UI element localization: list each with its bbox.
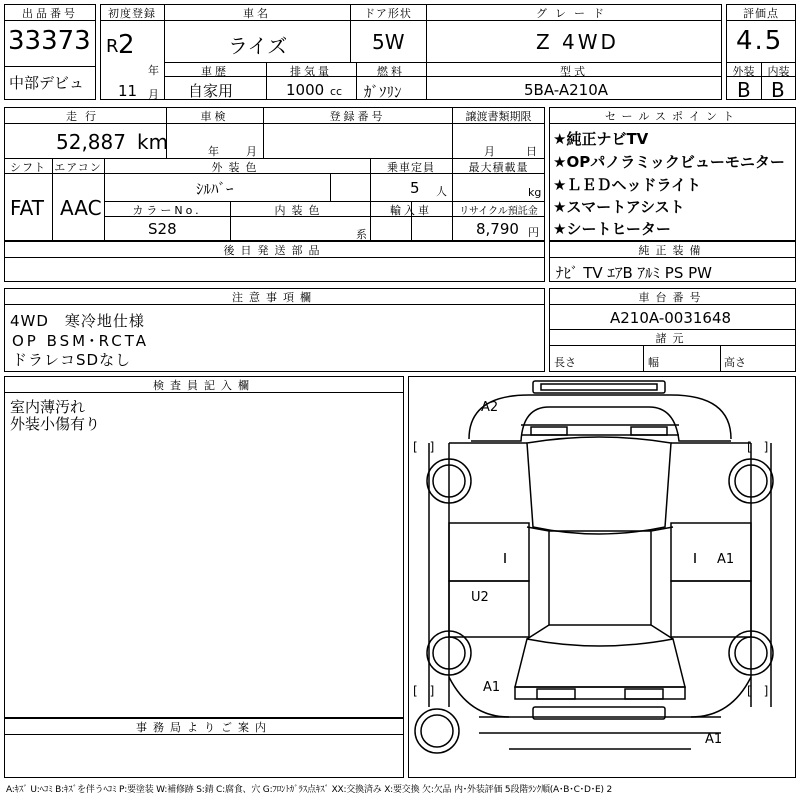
shift-label: シフト <box>10 161 46 174</box>
score: 4.5 <box>736 26 784 56</box>
equipment: ﾅﾋﾞ TV ｴｱB ｱﾙﾐ PS PW <box>556 264 712 282</box>
chassis-label: 車台番号 <box>638 291 707 304</box>
mark-a1-right: A1 <box>717 552 735 567</box>
interior-score: B <box>771 78 785 102</box>
bracket-mark: [ ] <box>413 440 435 454</box>
exterior-score: B <box>737 78 751 102</box>
interior-label: 内装 <box>767 65 790 78</box>
chassis-number: A210A-0031648 <box>610 309 732 327</box>
model-label: 型式 <box>560 65 588 78</box>
exterior-label: 外装 <box>732 65 755 78</box>
inspector-label: 検査員記入欄 <box>153 379 255 392</box>
recycle: 8,790 <box>476 220 519 238</box>
length-label: 長さ <box>554 356 576 369</box>
mark-a1-left: A1 <box>483 680 501 695</box>
model: 5BA-A210A <box>524 81 609 99</box>
transfer-day: 日 <box>526 145 537 158</box>
debut-label: 中部デビュ <box>9 74 85 92</box>
color-no: S28 <box>148 220 177 238</box>
history-label: 車歴 <box>201 65 229 78</box>
capacity: 5 <box>410 179 420 197</box>
note-line: ドラレコSDなし <box>12 351 132 369</box>
ext-color: ｼﾙﾊﾞｰ <box>196 180 234 198</box>
car-name: ライズ <box>228 34 288 58</box>
note-line: 4WD 寒冷地仕様 <box>10 312 145 330</box>
sales-label: セールスポイント <box>604 110 740 123</box>
bracket-mark: [ ] <box>747 684 769 698</box>
lot-label: 出品番号 <box>22 7 78 20</box>
load-label: 最大積載量 <box>468 161 529 174</box>
ac: AAC <box>60 196 102 220</box>
bracket-mark: [ ] <box>747 440 769 454</box>
year-unit: 年 <box>148 64 159 77</box>
mileage: 52,887 <box>56 130 126 154</box>
recycle-unit: 円 <box>528 226 539 239</box>
inspection-year: 年 <box>208 145 219 158</box>
legend: A:ｷｽﾞ U:ﾍｺﾐ B:ｷｽﾞを伴うﾍｺﾐ P:要塗装 W:補修跡 S:錆 C:腐食、穴 G:ﾌﾛﾝﾄｶﾞﾗｽ点ｷｽﾞ XX:交換済み X:要交換 欠:欠品 内･外装評価 5段階ﾗﾝｸ順(A･B･C･D･E) 2 <box>6 785 612 795</box>
sales-point: ★ＬＥＤヘッドライト <box>553 176 701 194</box>
reg-label: 登録番号 <box>329 110 386 123</box>
height-label: 高さ <box>724 356 746 369</box>
grade-label: グレード <box>536 7 612 20</box>
capacity-label: 乗車定員 <box>387 161 435 174</box>
spec-label: 諸元 <box>655 332 690 345</box>
note-line: OP BSM･RCTA <box>12 332 150 350</box>
month-unit: 月 <box>148 88 159 101</box>
damage-diagram <box>408 376 796 778</box>
parts-label: 後日発送部品 <box>223 244 326 257</box>
door: 5W <box>372 30 405 54</box>
int-color-label: 内装色 <box>274 204 326 217</box>
import-label: 輸入車 <box>390 204 432 217</box>
displacement-unit: cc <box>330 85 343 98</box>
int-color-unit: 系 <box>356 228 367 241</box>
transfer-label: 譲渡書類期限 <box>465 110 532 123</box>
mark-a1-bottom: A1 <box>705 732 723 747</box>
office-label: 事務局よりご案内 <box>136 721 272 734</box>
mileage-unit: km <box>137 130 169 154</box>
ac-label: エアコン <box>54 161 102 174</box>
score-label: 評価点 <box>743 7 779 20</box>
inspector-note: 外装小傷有り <box>10 415 101 433</box>
capacity-unit: 人 <box>436 185 447 198</box>
mark-a2: A2 <box>481 400 499 415</box>
history: 自家用 <box>188 82 234 100</box>
lot-number: 33373 <box>8 26 91 56</box>
notes-label: 注意事項欄 <box>232 291 317 304</box>
recycle-label: リサイクル預託金 <box>459 206 538 217</box>
transfer-month: 月 <box>484 145 495 158</box>
grade: Z 4WD <box>536 30 619 54</box>
sales-point: ★純正ナビTV <box>553 130 649 148</box>
inspection-month: 月 <box>246 145 257 158</box>
first-reg-year: 2 <box>118 30 135 60</box>
car-name-label: 車名 <box>243 7 271 20</box>
sales-point: ★シートヒーター <box>553 220 671 238</box>
door-label: ドア形状 <box>364 7 412 20</box>
fuel: ｶﾞｿﾘﾝ <box>364 83 402 101</box>
first-reg-month: 11 <box>118 82 138 100</box>
mark-u2: U2 <box>471 590 489 605</box>
displacement-label: 排気量 <box>290 65 332 78</box>
displacement: 1000 <box>286 81 325 99</box>
shift: FAT <box>10 196 45 220</box>
sales-point: ★スマートアシスト <box>553 198 685 216</box>
fuel-label: 燃料 <box>377 65 405 78</box>
inspection-label: 車検 <box>200 110 229 123</box>
era: R <box>106 36 119 57</box>
mileage-label: 走行 <box>66 110 104 123</box>
sales-point: ★OPパノラミックビューモニター <box>553 153 785 171</box>
inspector-note: 室内薄汚れ <box>10 398 86 416</box>
width-label: 幅 <box>648 356 659 369</box>
bracket-mark: [ ] <box>413 684 435 698</box>
load-unit: kg <box>528 186 542 199</box>
ext-color-label: 外装色 <box>211 161 263 174</box>
car-diagram <box>409 377 795 777</box>
first-reg-label: 初度登録 <box>108 7 156 20</box>
equipment-label: 純正装備 <box>638 244 707 257</box>
color-no-label: カラーNo. <box>132 204 202 217</box>
